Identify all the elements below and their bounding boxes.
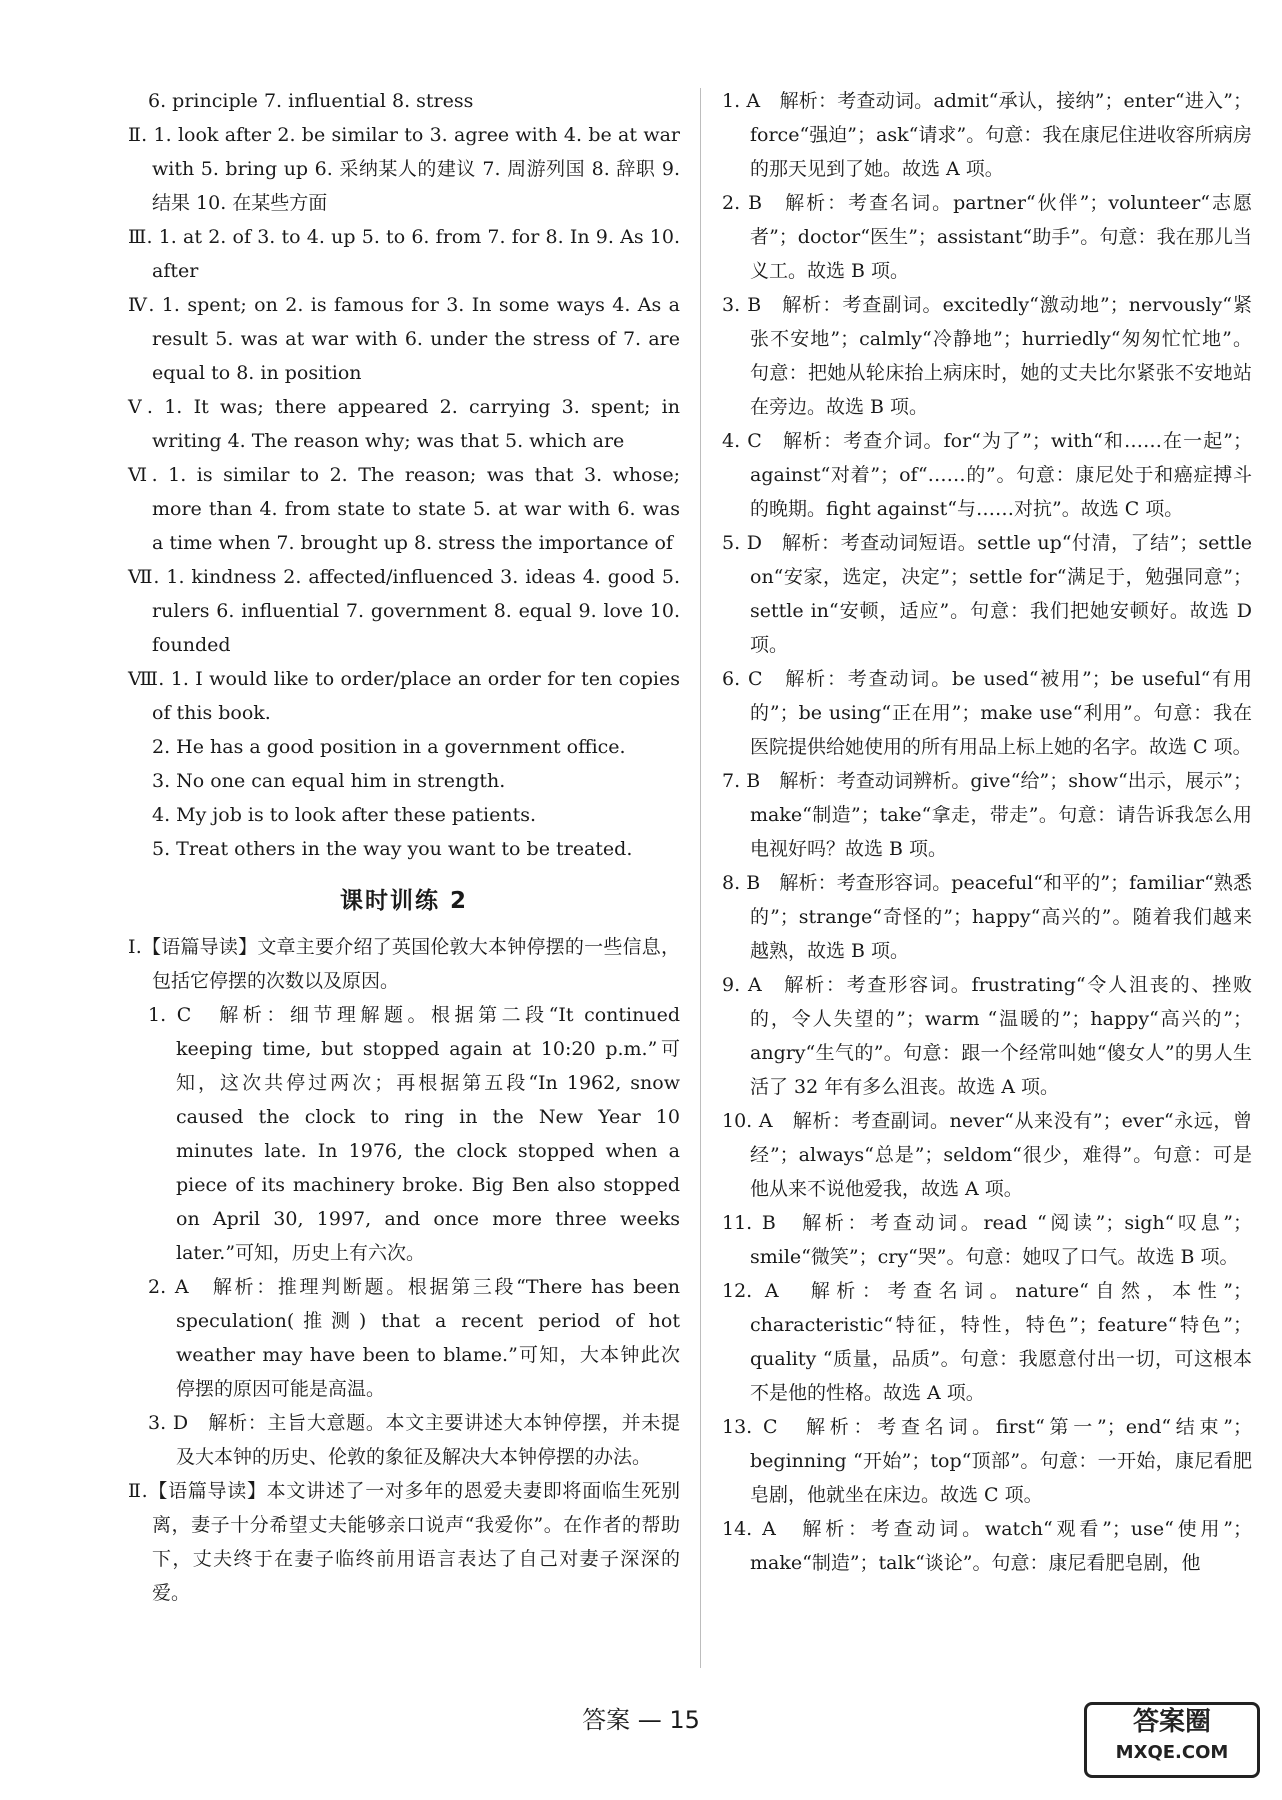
right-column: [722, 84, 1252, 1580]
answer-section-7: Ⅶ. 1. kindness 2. affected/influenced 3. ideas 4. good 5. rulers 6. influential 7. government 8. equal 9. love 10. founded: [128, 566, 680, 656]
answer-section-3: Ⅲ. 1. at 2. of 3. to 4. up 5. to 6. from 7. for 8. In 9. As 10. after: [128, 226, 680, 282]
watermark-logo: [1084, 1702, 1260, 1778]
passage-1-question-2: 2. A 解析：推理判断题。根据第三段“There has been speculation(推测) that a recent period of hot weather may have been to blame.”可知，大本钟此次停摆的原因可能是高温。: [148, 1276, 680, 1400]
answer-section-4: Ⅳ. 1. spent; on 2. is famous for 3. In some ways 4. As a result 5. was at war with 6. under the stress of 7. are equal to 8. in position: [128, 294, 680, 384]
question-10: 10. A 解析：考查副词。never“从来没有”；ever“永远，曾经”；always“总是”；seldom“很少，难得”。句意：可是他从来不说他爱我，故选 A 项。: [722, 1110, 1252, 1200]
answer-section-5: Ⅴ. 1. It was; there appeared 2. carrying 3. spent; in writing 4. The reason why; was that 5. which are: [128, 396, 680, 452]
question-8: 8. B 解析：考查形容词。peaceful“和平的”；familiar“熟悉的”；strange“奇怪的”；happy“高兴的”。随着我们越来越熟，故选 B 项。: [722, 872, 1252, 962]
passage-2-intro: Ⅱ.【语篇导读】本文讲述了一对多年的恩爱夫妻即将面临生死别离，妻子十分希望丈夫能够亲口说声“我爱你”。在作者的帮助下，丈夫终于在妻子临终前用语言表达了自己对妻子深深的爱。: [128, 1480, 680, 1604]
passage-1-intro: Ⅰ.【语篇导读】文章主要介绍了英国伦敦大本钟停摆的一些信息，包括它停摆的次数以及原因。: [128, 936, 680, 992]
column-divider: [700, 88, 701, 1668]
answer-section-8-item-4: 4. My job is to look after these patients.: [152, 804, 537, 826]
question-12: 12. A 解析：考查名词。nature“自然，本性”；characteristic“特征，特性，特色”；feature“特色”；quality “质量，品质”。句意：我愿意付出一切，可这根本不是他的性格。故选 A 项。: [722, 1280, 1252, 1404]
question-4: 4. C 解析：考查介词。for“为了”；with“和……在一起”；against“对着”；of“……的”。句意：康尼处于和癌症搏斗的晚期。fight against“与……对抗”。故选 C 项。: [722, 430, 1252, 520]
question-1: 1. A 解析：考查动词。admit“承认，接纳”；enter“进入”；force“强迫”；ask“请求”。句意：我在康尼住进收容所病房的那天见到了她。故选 A 项。: [722, 90, 1252, 180]
answer-line: 6. principle 7. influential 8. stress: [148, 90, 474, 112]
question-5: 5. D 解析：考查动词短语。settle up“付清，了结”；settle on“安家，选定，决定”；settle for“满足于，勉强同意”；settle in“安顿，适应”。句意：我们把她安顿好。故选 D 项。: [722, 532, 1252, 656]
lesson-title: 课时训练 2: [339, 888, 468, 914]
question-7: 7. B 解析：考查动词辨析。give“给”；show“出示，展示”；make“制造”；take“拿走，带走”。句意：请告诉我怎么用电视好吗？故选 B 项。: [722, 770, 1252, 860]
question-9: 9. A 解析：考查形容词。frustrating“令人沮丧的、挫败的，令人失望的”；warm “温暖的”；happy“高兴的”；angry“生气的”。句意：跟一个经常叫她“傻女人”的男人生活了 32 年有多么沮丧。故选 A 项。: [722, 974, 1252, 1098]
passage-1-question-3: 3. D 解析：主旨大意题。本文主要讲述大本钟停摆，并未提及大本钟的历史、伦敦的象征及解决大本钟停摆的办法。: [148, 1412, 680, 1468]
answer-section-8-item-1: Ⅷ. 1. I would like to order/place an order for ten copies of this book.: [128, 668, 680, 724]
watermark-line-2: MXQE.COM: [1115, 1742, 1229, 1763]
question-14: 14. A 解析：考查动词。watch“观看”；use“使用”；make“制造”；talk“谈论”。句意：康尼看肥皂剧，他: [722, 1518, 1252, 1574]
answer-section-2: Ⅱ. 1. look after 2. be similar to 3. agree with 4. be at war with 5. bring up 6. 采纳某人的建议 7. 周游列国 8. 辞职 9. 结果 10. 在某些方面: [128, 124, 680, 214]
watermark-line-1: 答案圈: [1132, 1707, 1211, 1737]
question-2: 2. B 解析：考查名词。partner“伙伴”；volunteer“志愿者”；doctor“医生”；assistant“助手”。句意：我在那儿当义工。故选 B 项。: [722, 192, 1252, 282]
answer-section-6: Ⅵ. 1. is similar to 2. The reason; was that 3. whose; more than 4. from state to state 5. at war with 6. was a time when 7. brought up 8. stress the importance of: [128, 464, 680, 554]
passage-1-question-1: 1. C 解析：细节理解题。根据第二段“It continued keeping time, but stopped again at 10:20 p.m.”可知，这次共停过两次；再根据第五段“In 1962, snow caused the clock to ring in the New Year 10 minutes late. In 1976, the clock stopped when a piece of its machinery broke. Big Ben also stopped on April 30, 1997, and once more three weeks later.”可知，历史上有六次。: [148, 1004, 680, 1264]
question-13: 13. C 解析：考查名词。first“第一”；end“结束”；beginning “开始”；top“顶部”。句意：一开始，康尼看肥皂剧，他就坐在床边。故选 C 项。: [722, 1416, 1252, 1506]
answer-section-8-item-5: 5. Treat others in the way you want to be treated.: [152, 838, 633, 860]
left-column: [128, 84, 680, 1610]
answer-section-8-item-3: 3. No one can equal him in strength.: [152, 770, 506, 792]
question-6: 6. C 解析：考查动词。be used“被用”；be useful“有用的”；be using“正在用”；make use“利用”。句意：我在医院提供给她使用的所有用品上标上她的名字。故选 C 项。: [722, 668, 1252, 758]
question-3: 3. B 解析：考查副词。excitedly“激动地”；nervously“紧张不安地”；calmly“冷静地”；hurriedly“匆匆忙忙地”。句意：把她从轮床抬上病床时，她的丈夫比尔紧张不安地站在旁边。故选 B 项。: [722, 294, 1252, 418]
page-footer: 答案 — 15: [582, 1706, 700, 1734]
question-11: 11. B 解析：考查动词。read “阅读”；sigh“叹息”；smile“微笑”；cry“哭”。句意：她叹了口气。故选 B 项。: [722, 1212, 1252, 1268]
answer-section-8-item-2: 2. He has a good position in a government office.: [152, 736, 626, 758]
